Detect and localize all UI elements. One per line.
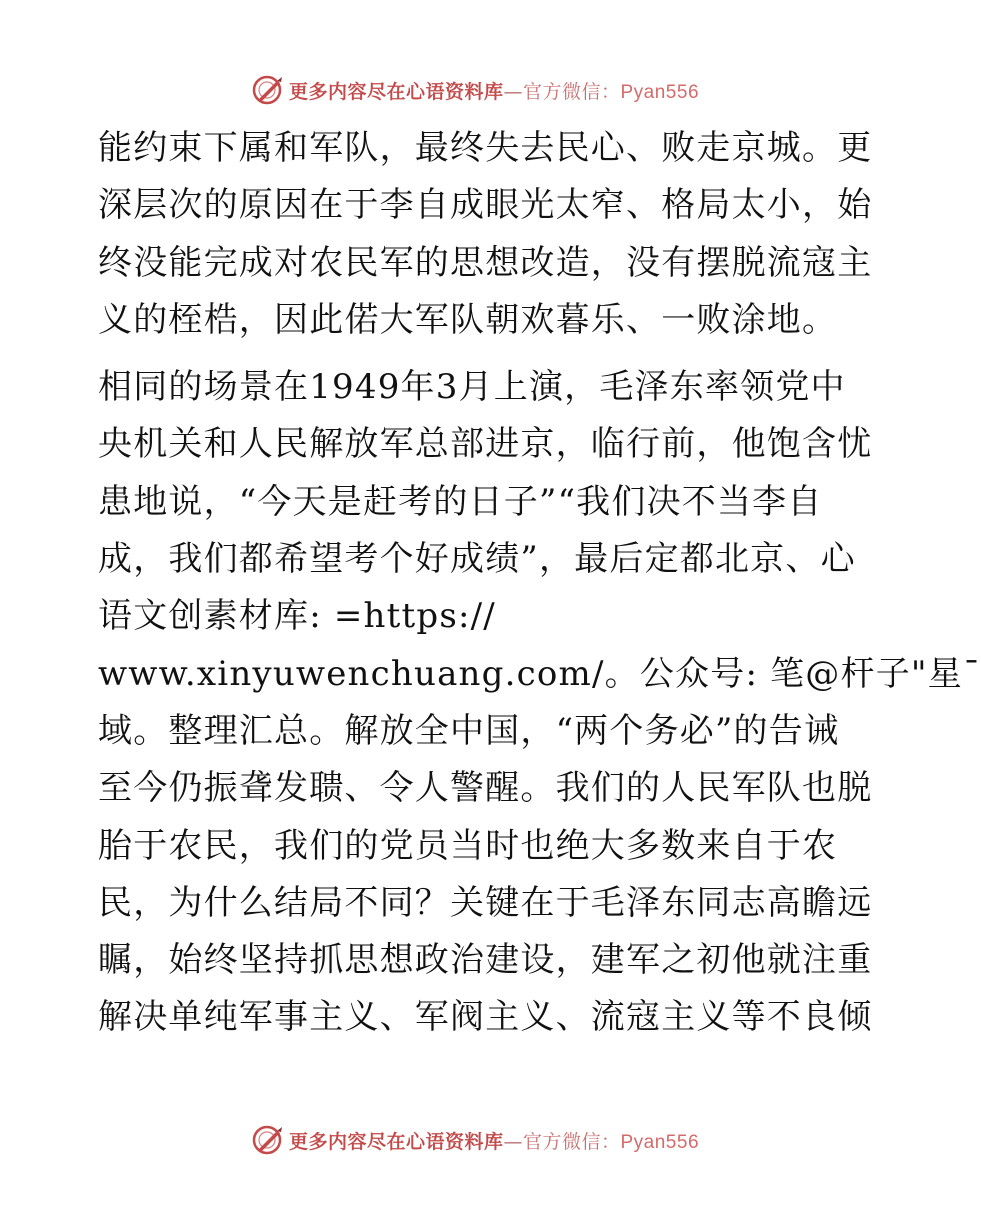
text-line: 义的桎梏，因此偌大军队朝欢暮乐、一败涂地。 (98, 299, 838, 340)
text-line: 终没能完成对农民军的思想改造，没有摆脱流寇主 (98, 242, 873, 283)
text-line: 语文创素材库: =https:// (98, 596, 496, 637)
footer-banner (0, 1120, 950, 1160)
header-dash: — (503, 80, 523, 103)
text-line: 能约束下属和军队，最终失去民心、败走京城。更 (98, 128, 873, 168)
footer-dash: — (503, 1130, 523, 1153)
text-line: 解决单纯军事主义、军阀主义、流寇主义等不良倾 (98, 997, 873, 1038)
text-line: www.xinyuwenchuang.com/。公众号: 笔@杆子"星¯ (98, 653, 981, 694)
paragraph-2 (98, 359, 981, 1047)
footer-site-label: 更多内容尽在心语资料库 (288, 1130, 504, 1153)
text-line: 患地说，“今天是赶考的日子”“我们决不当李自 (98, 481, 823, 522)
header-banner (0, 70, 950, 110)
text-line: 相同的场景在1949年3月上演，毛泽东率领党中 (98, 367, 846, 408)
header-site-label: 更多内容尽在心语资料库 (288, 80, 504, 103)
text-line: 至今仍振聋发聩、令人警醒。我们的人民军队也脱 (98, 768, 873, 809)
text-line: 民，为什么结局不同？关键在于毛泽东同志高瞻远 (98, 882, 873, 923)
header-banner-text (289, 77, 699, 104)
header-wechat-label: 官方微信： (522, 80, 621, 103)
text-line: 央机关和人民解放军总部进京，临行前，他饱含忧 (98, 424, 873, 465)
text-line: 胎于农民，我们的党员当时也绝大多数来自于农 (98, 825, 838, 866)
header-wechat-id: Pyan556 (620, 81, 700, 103)
text-line: 瞩，始终坚持抓思想政治建设，建军之初他就注重 (98, 940, 873, 981)
seal-brush-logo-icon (251, 1123, 285, 1157)
footer-wechat-label: 官方微信： (522, 1130, 621, 1153)
seal-brush-logo-icon (251, 73, 285, 107)
paragraph-1 (98, 120, 873, 349)
text-line: 深层次的原因在于李自成眼光太窄、格局太小，始 (98, 185, 873, 226)
footer-wechat-id: Pyan556 (620, 1131, 700, 1153)
text-line: 成，我们都希望考个好成绩”，最后定都北京、心 (98, 539, 856, 580)
document-body (98, 120, 981, 1047)
text-line: 域。整理汇总。解放全中国，“两个务必”的告诫 (98, 710, 840, 751)
footer-banner-text (289, 1127, 699, 1154)
paragraph-gap (98, 349, 858, 359)
